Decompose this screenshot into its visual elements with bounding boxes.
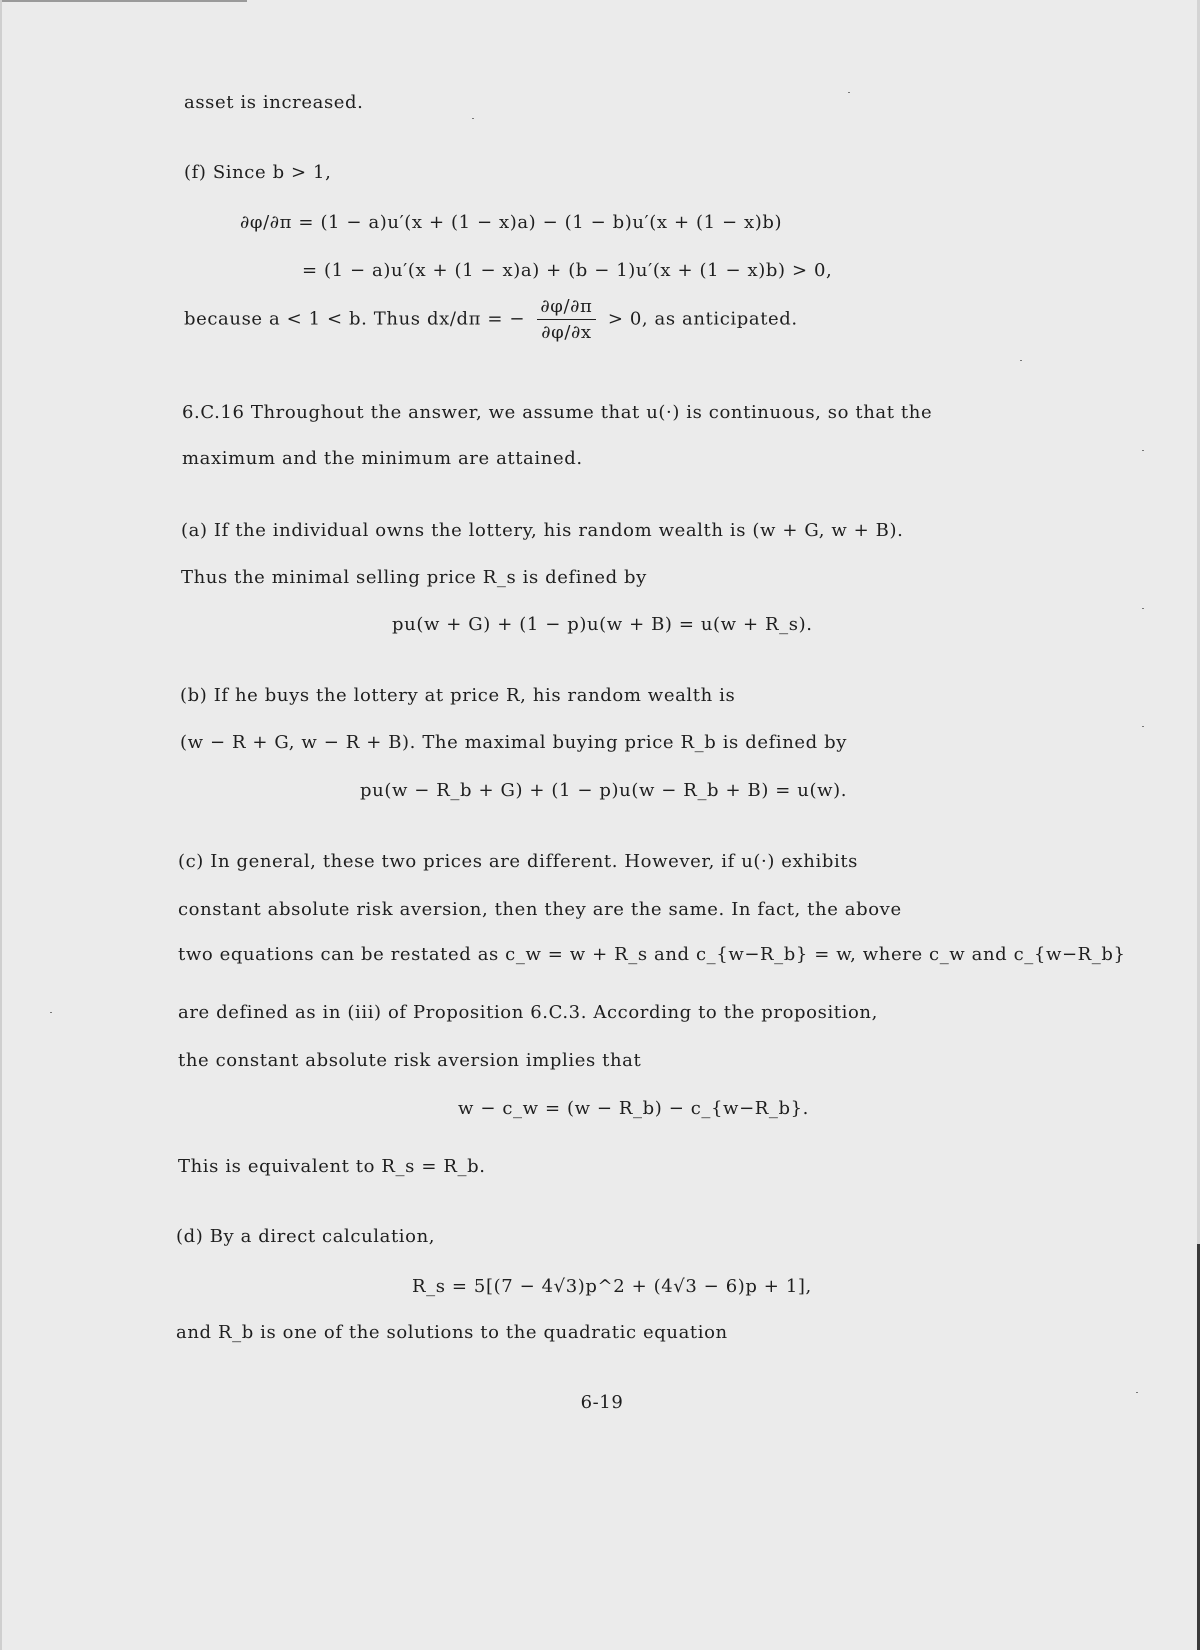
scan-edge-line [2, 0, 247, 2]
text-line: (a) If the individual owns the lottery, his random wealth is (w + G, w + B). [181, 520, 904, 541]
equation-line: pu(w + G) + (1 − p)u(w + B) = u(w + R_s). [392, 614, 813, 635]
text-line: (b) If he buys the lottery at price R, his random wealth is [180, 685, 736, 706]
text-line: asset is increased. [184, 92, 364, 113]
scan-speck [50, 1012, 52, 1013]
scan-speck [1142, 450, 1144, 451]
fraction [537, 296, 595, 343]
scan-speck [848, 92, 850, 93]
text-line: and R_b is one of the solutions to the quadratic equation [176, 1322, 728, 1343]
page-number: 6-19 [580, 1392, 624, 1413]
text-line: (w − R + G, w − R + B). The maximal buying price R_b is defined by [180, 732, 847, 753]
scan-speck [1020, 360, 1022, 361]
scan-speck [1136, 1392, 1138, 1393]
text-line: two equations can be restated as c_w = w + R_s and c_{w−R_b} = w, where c_w and c_{w−R_b} [178, 944, 1126, 965]
text-line: This is equivalent to R_s = R_b. [178, 1156, 486, 1177]
equation-line [184, 296, 798, 343]
text-line: 6.C.16 Throughout the answer, we assume that u(·) is continuous, so that the [182, 402, 933, 423]
equation-line: ∂φ/∂π = (1 − a)u′(x + (1 − x)a) − (1 − b)u′(x + (1 − x)b) [240, 212, 783, 233]
text-line: Thus the minimal selling price R_s is defined by [181, 567, 647, 588]
fraction-numerator: ∂φ/∂π [537, 296, 595, 320]
text-line: (c) In general, these two prices are different. However, if u(·) exhibits [178, 851, 858, 872]
equation-line: = (1 − a)u′(x + (1 − x)a) + (b − 1)u′(x + (1 − x)b) > 0, [302, 260, 833, 281]
equation-line: pu(w − R_b + G) + (1 − p)u(w − R_b + B) = u(w). [360, 780, 848, 801]
text-line: the constant absolute risk aversion implies that [178, 1050, 642, 1071]
equation-line: R_s = 5[(7 − 4√3)p^2 + (4√3 − 6)p + 1], [412, 1276, 812, 1297]
scan-speck [1142, 726, 1144, 727]
text-segment: because a < 1 < b. Thus dx/dπ = − [184, 308, 526, 330]
scan-speck [1142, 608, 1144, 609]
scan-speck [472, 118, 474, 119]
text-segment: > 0, as anticipated. [607, 308, 798, 330]
text-line: constant absolute risk aversion, then they are the same. In fact, the above [178, 899, 902, 920]
fraction-denominator: ∂φ/∂x [541, 322, 592, 343]
text-line: maximum and the minimum are attained. [182, 448, 583, 469]
equation-line: w − c_w = (w − R_b) − c_{w−R_b}. [458, 1098, 809, 1119]
text-line: (f) Since b > 1, [184, 162, 332, 183]
text-line: (d) By a direct calculation, [176, 1226, 436, 1247]
text-line: are defined as in (iii) of Proposition 6.C.3. According to the proposition, [178, 1002, 878, 1023]
